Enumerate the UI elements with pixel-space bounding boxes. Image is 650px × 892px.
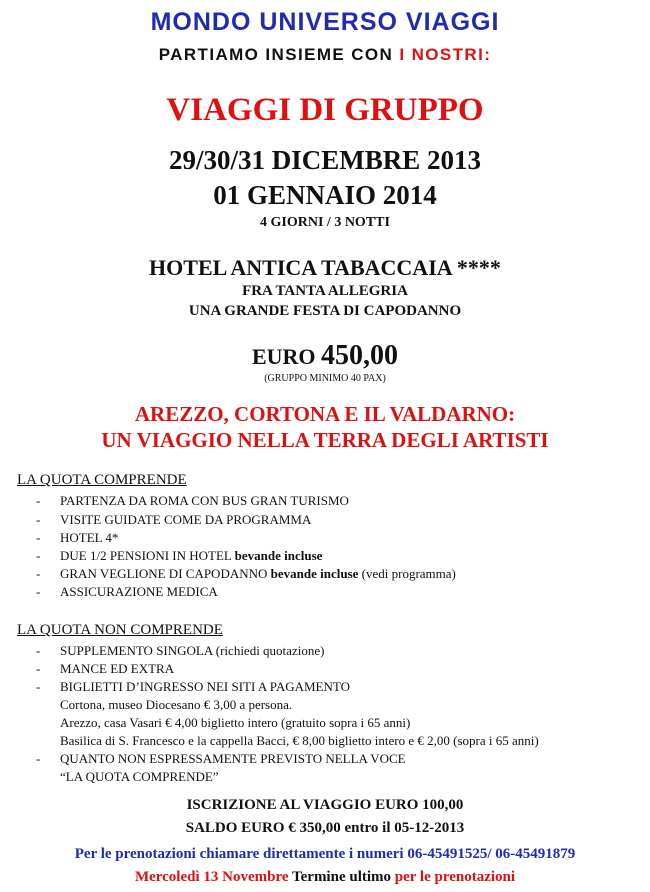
hotel-line-2: UNA GRANDE FESTA DI CAPODANNO bbox=[188, 303, 462, 319]
hotel-line-1: FRA TANTA ALLEGRIA bbox=[242, 283, 408, 299]
included-item-text: HOTEL 4* bbox=[60, 530, 119, 545]
enrollment-fee: ISCRIZIONE AL VIAGGIO EURO 100,00 bbox=[186, 797, 464, 813]
list-dash: - bbox=[36, 679, 41, 694]
list-dash: - bbox=[36, 751, 41, 766]
ticket-detail: Arezzo, casa Vasari € 4,00 biglietto intero (gratuito sopra i 65 anni) bbox=[60, 715, 411, 730]
list-dash: - bbox=[36, 512, 41, 527]
included-item-text: GRAN VEGLIONE DI CAPODANNO bbox=[60, 566, 271, 581]
destination-line-1: AREZZO, CORTONA E IL VALDARNO: bbox=[134, 402, 516, 426]
ticket-detail: Cortona, museo Diocesano € 3,00 a persona. bbox=[60, 697, 293, 712]
agency-name: MONDO UNIVERSO VIAGGI bbox=[150, 8, 500, 36]
excluded-item-text: BIGLIETTI D’INGRESSO NEI SITI A PAGAMENTO bbox=[60, 679, 350, 694]
deadline-date: Mercoledì 13 Novembre bbox=[134, 869, 289, 885]
list-dash: - bbox=[36, 643, 41, 658]
price bbox=[0, 340, 650, 372]
deadline-end: per le prenotazioni bbox=[394, 869, 516, 885]
excluded-heading: LA QUOTA NON COMPRENDE bbox=[17, 622, 223, 638]
excluded-item-text: MANCE ED EXTRA bbox=[60, 661, 175, 676]
contact-line: Per le prenotazioni chiamare direttamente i numeri 06-45491525/ 06-45491879 bbox=[74, 846, 576, 862]
list-dash: - bbox=[36, 566, 41, 581]
price-currency: EURO bbox=[251, 344, 322, 369]
page-title: VIAGGI DI GRUPPO bbox=[166, 92, 484, 128]
dates-line-1: 29/30/31 DICEMBRE 2013 bbox=[168, 145, 482, 175]
included-item-line bbox=[60, 566, 456, 582]
included-item-text: VISITE GUIDATE COME DA PROGRAMMA bbox=[60, 512, 312, 527]
list-dash: - bbox=[36, 548, 41, 563]
list-dash: - bbox=[36, 584, 41, 599]
included-item-text: DUE 1/2 PENSIONI IN HOTEL bbox=[60, 548, 235, 563]
trip-duration: 4 GIORNI / 3 NOTTI bbox=[260, 215, 390, 230]
included-item-rest: (vedi programma) bbox=[358, 566, 456, 581]
dates-line-2: 01 GENNAIO 2014 bbox=[213, 180, 437, 210]
list-dash: - bbox=[36, 493, 41, 508]
booking-deadline bbox=[0, 869, 650, 886]
excluded-item-text: QUANTO NON ESPRESSAMENTE PREVISTO NELLA VOCE bbox=[60, 751, 406, 766]
tagline-prefix: PARTIAMO INSIEME CON bbox=[158, 45, 400, 64]
tagline bbox=[0, 45, 650, 65]
destination-line-2: UN VIAGGIO NELLA TERRA DEGLI ARTISTI bbox=[101, 428, 549, 452]
included-heading: LA QUOTA COMPRENDE bbox=[17, 472, 187, 488]
excluded-item-text: SUPPLEMENTO SINGOLA (richiedi quotazione) bbox=[60, 643, 325, 658]
included-item-text: ASSICURAZIONE MEDICA bbox=[60, 584, 218, 599]
included-item-line bbox=[60, 548, 322, 564]
price-note: (GRUPPO MINIMO 40 PAX) bbox=[264, 373, 386, 384]
list-dash: - bbox=[36, 661, 41, 676]
ticket-detail: Basilica di S. Francesco e la cappella Bacci, € 8,00 biglietto intero e € 2,00 (sopra i 65 anni) bbox=[60, 733, 539, 748]
excluded-item-continuation: “LA QUOTA COMPRENDE” bbox=[60, 769, 219, 784]
balance-due: SALDO EURO € 350,00 entro il 05-12-2013 bbox=[185, 820, 465, 836]
included-item-bold: bevande incluse bbox=[270, 566, 359, 581]
included-item-bold: bevande incluse bbox=[234, 548, 323, 563]
tagline-highlight: I NOSTRI: bbox=[399, 45, 492, 64]
deadline-mid: Termine ultimo bbox=[288, 869, 395, 885]
hotel-name: HOTEL ANTICA TABACCAIA **** bbox=[149, 255, 501, 280]
list-dash: - bbox=[36, 530, 41, 545]
price-amount: 450,00 bbox=[321, 340, 399, 371]
included-item-text: PARTENZA DA ROMA CON BUS GRAN TURISMO bbox=[60, 493, 349, 508]
